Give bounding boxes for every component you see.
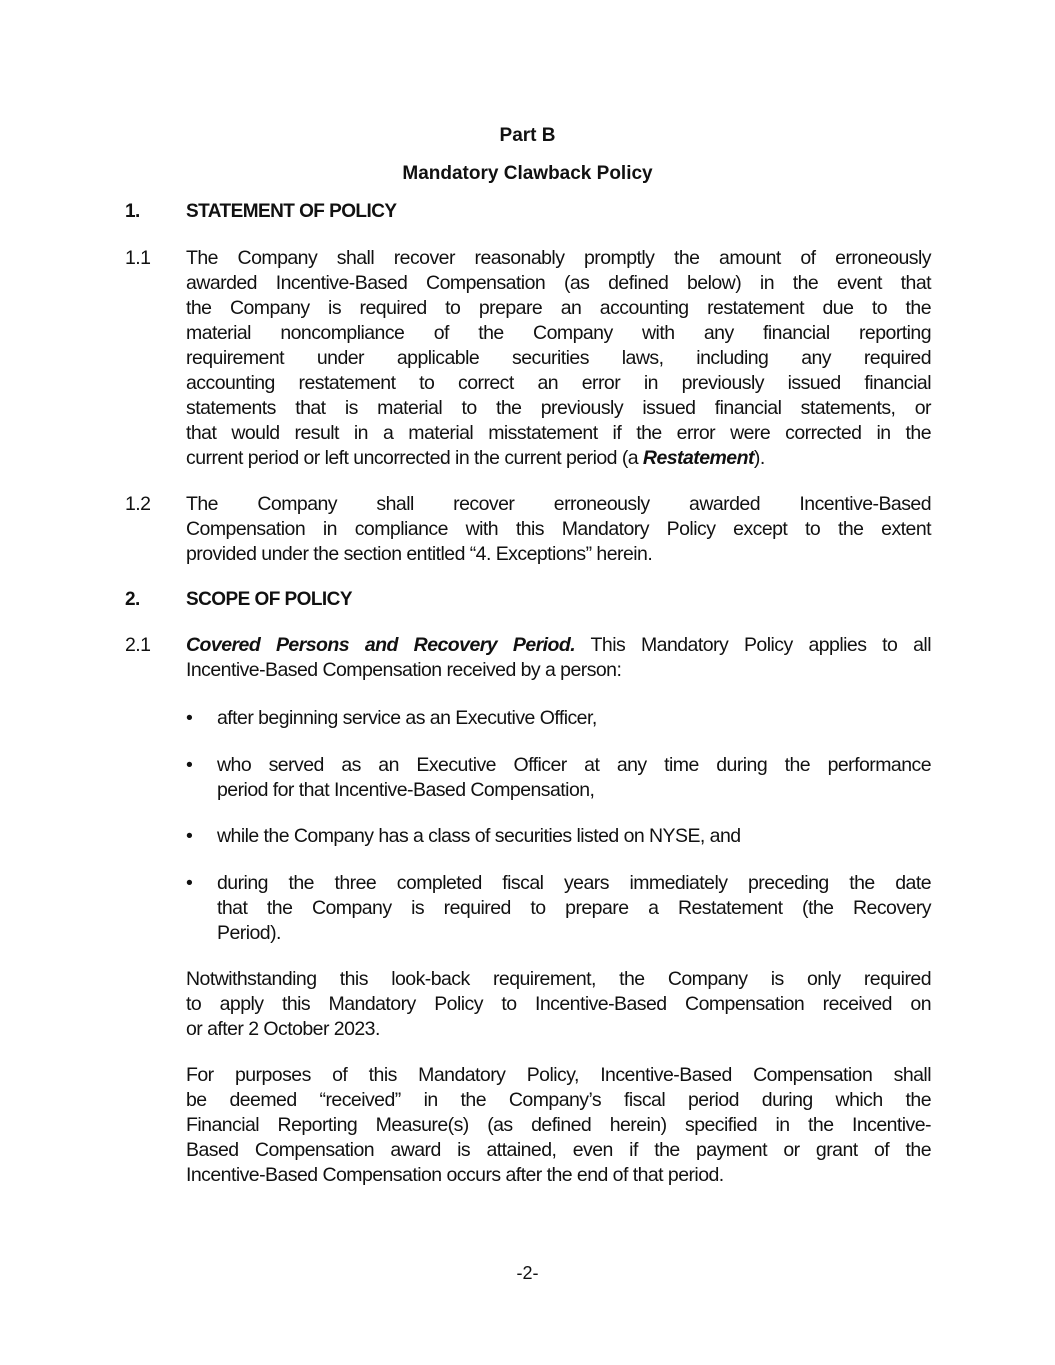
section-number: 2. bbox=[125, 589, 140, 610]
text-line: Notwithstanding this look-back requirement, the Company is only required bbox=[186, 968, 931, 990]
document-title: Mandatory Clawback Policy bbox=[402, 163, 653, 184]
text-line: Financial Reporting Measure(s) (as defined herein) specified in the Incentive- bbox=[186, 1114, 931, 1136]
text-line: to apply this Mandatory Policy to Incentive-Based Compensation received on bbox=[186, 993, 931, 1015]
text-segment: This Mandatory Policy applies to all bbox=[575, 634, 931, 656]
text-line: awarded Incentive-Based Compensation (as defined below) in the event that bbox=[186, 272, 931, 294]
defined-term: Restatement bbox=[642, 447, 754, 469]
text-segment: ). bbox=[753, 447, 765, 469]
text-line: while the Company has a class of securities listed on NYSE, and bbox=[217, 825, 741, 847]
lead-in-heading: Covered Persons and Recovery Period. bbox=[186, 634, 576, 656]
page-number: -2- bbox=[516, 1263, 539, 1283]
text-line: provided under the section entitled “4. Exceptions” herein. bbox=[186, 543, 653, 565]
text-segment: current period or left uncorrected in the current period (a bbox=[186, 447, 643, 469]
body-paragraph bbox=[186, 1063, 931, 1188]
text-line: accounting restatement to correct an error in previously issued financial bbox=[186, 372, 931, 394]
text-line: Period). bbox=[217, 922, 281, 944]
text-line: who served as an Executive Officer at any time during the performance bbox=[217, 754, 931, 776]
text-line: For purposes of this Mandatory Policy, Incentive-Based Compensation shall bbox=[186, 1064, 931, 1086]
text-line: statements that is material to the previously issued financial statements, or bbox=[186, 397, 931, 419]
bullet-icon: • bbox=[186, 825, 193, 847]
text-line: Compensation in compliance with this Mandatory Policy except to the extent bbox=[186, 518, 931, 540]
text-line: The Company shall recover reasonably promptly the amount of erroneously bbox=[186, 247, 931, 269]
text-line: period for that Incentive-Based Compensation, bbox=[217, 779, 595, 801]
text-line: that would result in a material misstatement if the error were corrected in the bbox=[186, 422, 931, 444]
paragraph-number: 2.1 bbox=[125, 634, 151, 656]
section-number: 1. bbox=[125, 201, 140, 222]
text-line: the Company is required to prepare an accounting restatement due to the bbox=[186, 297, 931, 319]
paragraph-body bbox=[186, 246, 931, 471]
text-line: or after 2 October 2023. bbox=[186, 1018, 380, 1040]
paragraph-body bbox=[186, 492, 931, 567]
text-line: Incentive-Based Compensation received by a person: bbox=[186, 659, 622, 681]
text-line: after beginning service as an Executive Officer, bbox=[217, 707, 597, 729]
text-line: material noncompliance of the Company with any financial reporting bbox=[186, 322, 931, 344]
section-title: STATEMENT OF POLICY bbox=[186, 201, 397, 222]
text-line bbox=[186, 446, 931, 471]
section-title: SCOPE OF POLICY bbox=[186, 589, 352, 610]
text-line: Incentive-Based Compensation occurs after the end of that period. bbox=[186, 1164, 724, 1186]
paragraph-number: 1.2 bbox=[125, 493, 151, 515]
bullet-icon: • bbox=[186, 754, 193, 776]
paragraph-body bbox=[186, 633, 931, 683]
bullet-icon: • bbox=[186, 707, 193, 729]
text-line: that the Company is required to prepare a Restatement (the Recovery bbox=[217, 897, 931, 919]
part-label: Part B bbox=[499, 125, 556, 146]
paragraph-number: 1.1 bbox=[125, 247, 151, 269]
bullet-icon: • bbox=[186, 872, 193, 894]
text-line: The Company shall recover erroneously awarded Incentive-Based bbox=[186, 493, 931, 515]
body-paragraph bbox=[186, 967, 931, 1042]
text-line: Based Compensation award is attained, even if the payment or grant of the bbox=[186, 1139, 931, 1161]
text-line: requirement under applicable securities laws, including any required bbox=[186, 347, 931, 369]
text-line bbox=[186, 633, 931, 658]
text-line: be deemed “received” in the Company’s fiscal period during which the bbox=[186, 1089, 931, 1111]
text-line: during the three completed fiscal years immediately preceding the date bbox=[217, 872, 931, 894]
